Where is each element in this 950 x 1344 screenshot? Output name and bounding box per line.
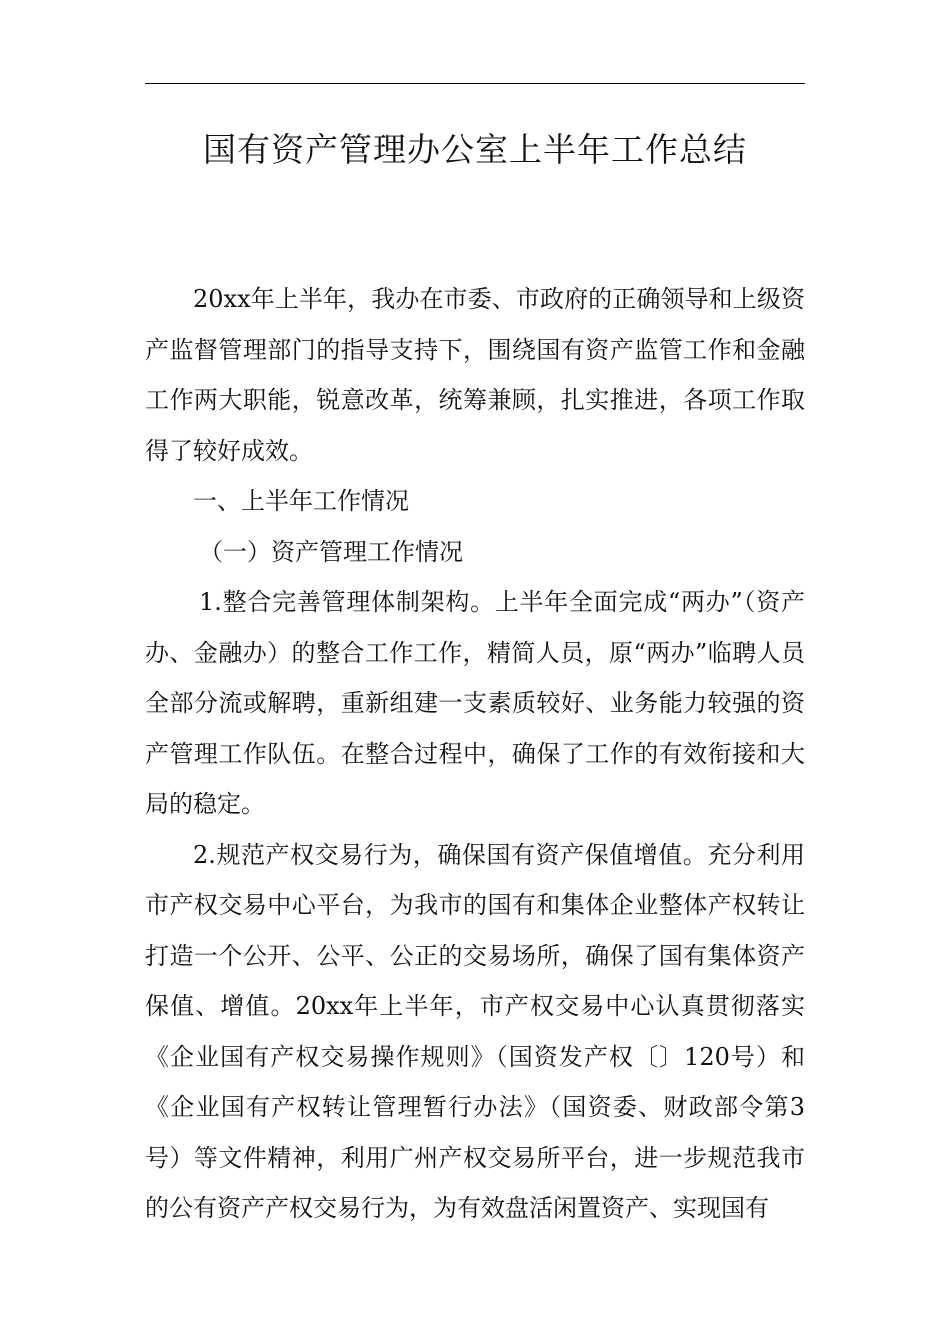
subsection-heading: （一）资产管理工作情况	[199, 537, 463, 566]
document-body	[145, 274, 805, 1234]
section-heading: 一、上半年工作情况	[193, 487, 409, 515]
body-paragraph: 1.整合完善管理体制架构。上半年全面完成“两办”（资产办、金融办）的整合工作工作，精简人员，原“两办”临聘人员全部分流或解聘，重新组建一支素质较好、业务能力较强的资产管理工作队伍。在整合过程中，确保了工作的有效衔接和大局的稳定。	[145, 588, 805, 818]
document-title: 国有资产管理办公室上半年工作总结	[203, 130, 747, 169]
body-paragraph: 2.规范产权交易行为，确保国有资产保值增值。充分利用市产权交易中心平台，为我市的国有和集体企业整体产权转让打造一个公开、公平、公正的交易场所，确保了国有集体资产保值、增值。20xx年上半年，市产权交易中心认真贯彻落实《企业国有产权交易操作规则》（国资发产权〔〕120号）和《企业国有产权转让管理暂行办法》（国资委、财政部令第3号）等文件精神，利用广州产权交易所平台，进一步规范我市的公有资产产权交易行为，为有效盘活闲置资产、实现国有	[145, 840, 805, 1222]
header-rule	[145, 83, 805, 84]
intro-paragraph: 20xx年上半年，我办在市委、市政府的正确领导和上级资产监督管理部门的指导支持下，围绕国有资产监管工作和金融工作两大职能，锐意改革，统筹兼顾，扎实推进，各项工作取得了较好成效。	[145, 285, 805, 465]
